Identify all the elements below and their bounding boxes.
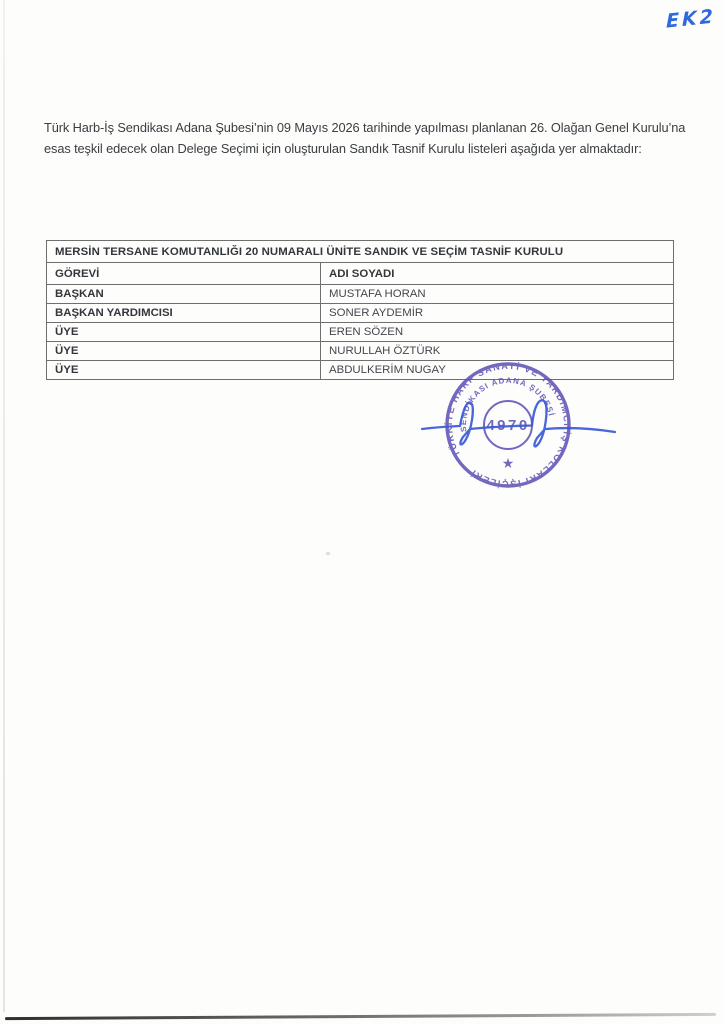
cell-adi-soyadi: NURULLAH ÖZTÜRK	[321, 342, 674, 361]
cell-gorevi: BAŞKAN YARDIMCISI	[47, 304, 321, 323]
table-title: MERSİN TERSANE KOMUTANLIĞI 20 NUMARALI ÜNİTE SANDIK VE SEÇİM TASNİF KURULU	[47, 241, 674, 263]
stamp-outer-text: TÜRKİYE HARP SANAYİ VE YARDIMCI İŞ KOLLARI İŞÇİLERİ	[443, 360, 573, 490]
cell-adi-soyadi: ABDULKERİM NUGAY	[321, 361, 674, 380]
star-icon: ★	[501, 455, 515, 471]
cell-adi-soyadi: EREN SÖZEN	[321, 323, 674, 342]
cell-adi-soyadi: MUSTAFA HORAN	[321, 285, 674, 304]
column-header-gorevi: GÖREVİ	[47, 263, 321, 285]
cell-gorevi: ÜYE	[47, 361, 321, 380]
column-header-adi-soyadi: ADI SOYADI	[321, 263, 674, 285]
cell-gorevi: ÜYE	[47, 323, 321, 342]
scan-edge-bottom	[5, 1013, 716, 1020]
table-title-row	[47, 241, 674, 263]
intro-paragraph	[44, 117, 694, 159]
table-row	[47, 285, 674, 304]
handwritten-corner-note: EK2	[666, 5, 716, 33]
cell-gorevi: ÜYE	[47, 342, 321, 361]
table-row	[47, 323, 674, 342]
scan-edge-left	[3, 0, 5, 1012]
intro-line-1: Türk Harb-İş Sendikası Adana Şubesi’nin 09 Mayıs 2026 tarihinde yapılması planlanan 26. Olağan Genel Kurulu’na	[44, 120, 686, 135]
cell-gorevi: BAŞKAN	[47, 285, 321, 304]
table-row	[47, 304, 674, 323]
stamp-inner-text: SENDİKASI ADANA ŞUBESİ	[458, 375, 557, 433]
table-header-row	[47, 263, 674, 285]
signature	[418, 396, 620, 454]
intro-line-2: esas teşkil edecek olan Delege Seçimi için oluşturulan Sandık Tasnif Kurulu listeleri aşağıda yer almaktadır:	[44, 141, 642, 156]
scan-speckle	[326, 552, 330, 555]
stamp-number: 4970	[486, 417, 530, 434]
cell-adi-soyadi: SONER AYDEMİR	[321, 304, 674, 323]
